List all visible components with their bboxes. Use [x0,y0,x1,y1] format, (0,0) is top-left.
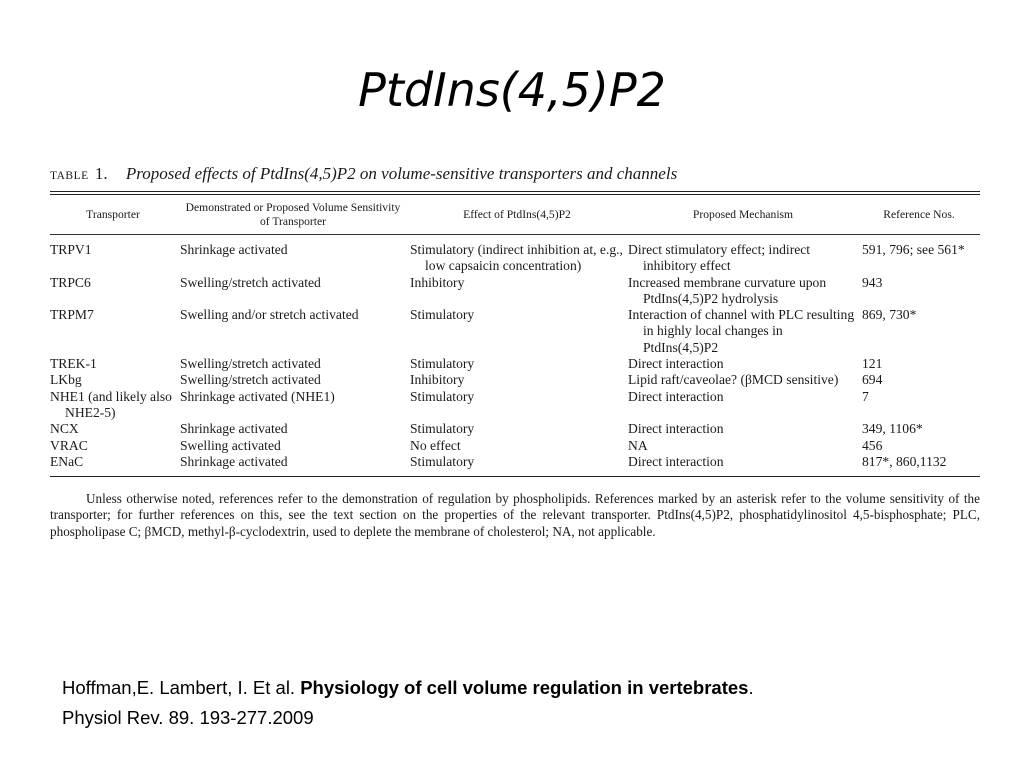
table-cell: Direct stimulatory effect; indirect inhibitory effect [628,242,811,274]
table-bottom-rule [50,476,980,477]
column-header: Demonstrated or Proposed Volume Sensitivity of Transporter [185,201,401,228]
table-row [50,235,980,275]
table-cell: 943 [862,274,883,290]
table-cell: Swelling/stretch activated [180,372,321,388]
table-cell: Stimulatory (indirect inhibition at, e.g., low capsaicin concentration) [410,242,623,274]
table-cell: TREK-1 [50,356,97,372]
table-cell: Swelling activated [180,437,281,453]
table-cell: TRPC6 [50,274,91,290]
column-header: Proposed Mechanism [692,208,794,221]
column-header: Effect of PtdIns(4,5)P2 [463,208,571,221]
table-cell: LKbg [50,372,82,388]
table-cell: Direct interaction [628,453,724,469]
table-header-row [50,195,980,235]
table-row [50,389,980,422]
table-cell: No effect [410,437,461,453]
table-cell: 694 [862,372,883,388]
table-cell: 456 [862,437,883,453]
table-cell: 121 [862,356,883,372]
table-cell: Shrinkage activated (NHE1) [180,388,335,404]
citation [62,673,962,733]
citation-title: Physiology of cell volume regulation in vertebrates [300,677,749,698]
table-cell: Stimulatory [410,388,475,404]
table-row [50,372,980,388]
table-cell: ENaC [50,453,84,469]
table-cell: Shrinkage activated [180,421,288,437]
table-cell: Stimulatory [410,453,475,469]
citation-journal: Physiol Rev. 89. 193-277.2009 [62,707,314,728]
table-row [50,454,980,470]
table-cell: Direct interaction [628,356,724,372]
table-row [50,275,980,308]
table-cell: Shrinkage activated [180,453,288,469]
table-cell: VRAC [50,437,88,453]
citation-authors: Hoffman,E. Lambert, I. Et al. [62,677,301,698]
table-cell: Swelling/stretch activated [180,274,321,290]
table-cell: NCX [50,421,79,437]
table-cell: 817*, 860,1132 [862,453,947,469]
table-cell: TRPV1 [50,242,92,257]
table-cell: Inhibitory [410,372,465,388]
table-cell: 7 [862,388,869,404]
slide-title: PtdIns(4,5)P2 [358,63,666,117]
table-caption-number: 1. [94,164,108,183]
column-header: Transporter [86,208,140,221]
table-cell: 349, 1106* [862,421,923,437]
table-row [50,438,980,454]
table-cell: Increased membrane curvature upon PtdIns(4,5)P2 hydrolysis [628,274,827,306]
table-cell: 591, 796; see 561* [862,242,965,257]
table-cell: TRPM7 [50,307,94,323]
table-caption-label: TABLE [50,170,89,182]
table-cell: 869, 730* [862,307,917,323]
table-cell: Swelling and/or stretch activated [180,307,359,323]
table-cell: Lipid raft/caveolae? (βMCD sensitive) [628,372,839,388]
table-cell: Direct interaction [628,421,724,437]
table-figure [50,163,980,540]
table-cell: Swelling/stretch activated [180,356,321,372]
data-table [50,195,980,470]
table-cell: Stimulatory [410,356,475,372]
table-row [50,421,980,437]
table-cell: Inhibitory [410,274,465,290]
table-cell: Direct interaction [628,388,724,404]
table-cell: Shrinkage activated [180,242,288,257]
table-cell: Interaction of channel with PLC resulting in highly local changes in PtdIns(4,5)P2 [628,307,855,355]
table-cell: Stimulatory [410,307,475,323]
table-cell: NHE1 (and likely also NHE2-5) [50,388,172,420]
column-header: Reference Nos. [883,208,955,221]
table-cell: NA [628,437,648,453]
table-cell: Stimulatory [410,421,475,437]
table-footnote: Unless otherwise noted, references refer to the demonstration of regulation by phospholipids. References marked by an asterisk refer to the volume sensitivity of the transporter; for further references on this, see the text section on the properties of the relevant transporter. PtdIns(4,5)P2, phosphatidylinositol 4,5-bisphosphate; PLC, phospholipase C; βMCD, methyl-β-cyclodextrin, used to deplete the membrane of cholesterol; NA, not applicable. [50,491,980,539]
table-caption-text: Proposed effects of PtdIns(4,5)P2 on volume-sensitive transporters and channels [125,164,678,183]
table-row [50,307,980,356]
table-caption [50,163,980,187]
table-row [50,356,980,372]
citation-title-suffix: . [748,677,754,698]
